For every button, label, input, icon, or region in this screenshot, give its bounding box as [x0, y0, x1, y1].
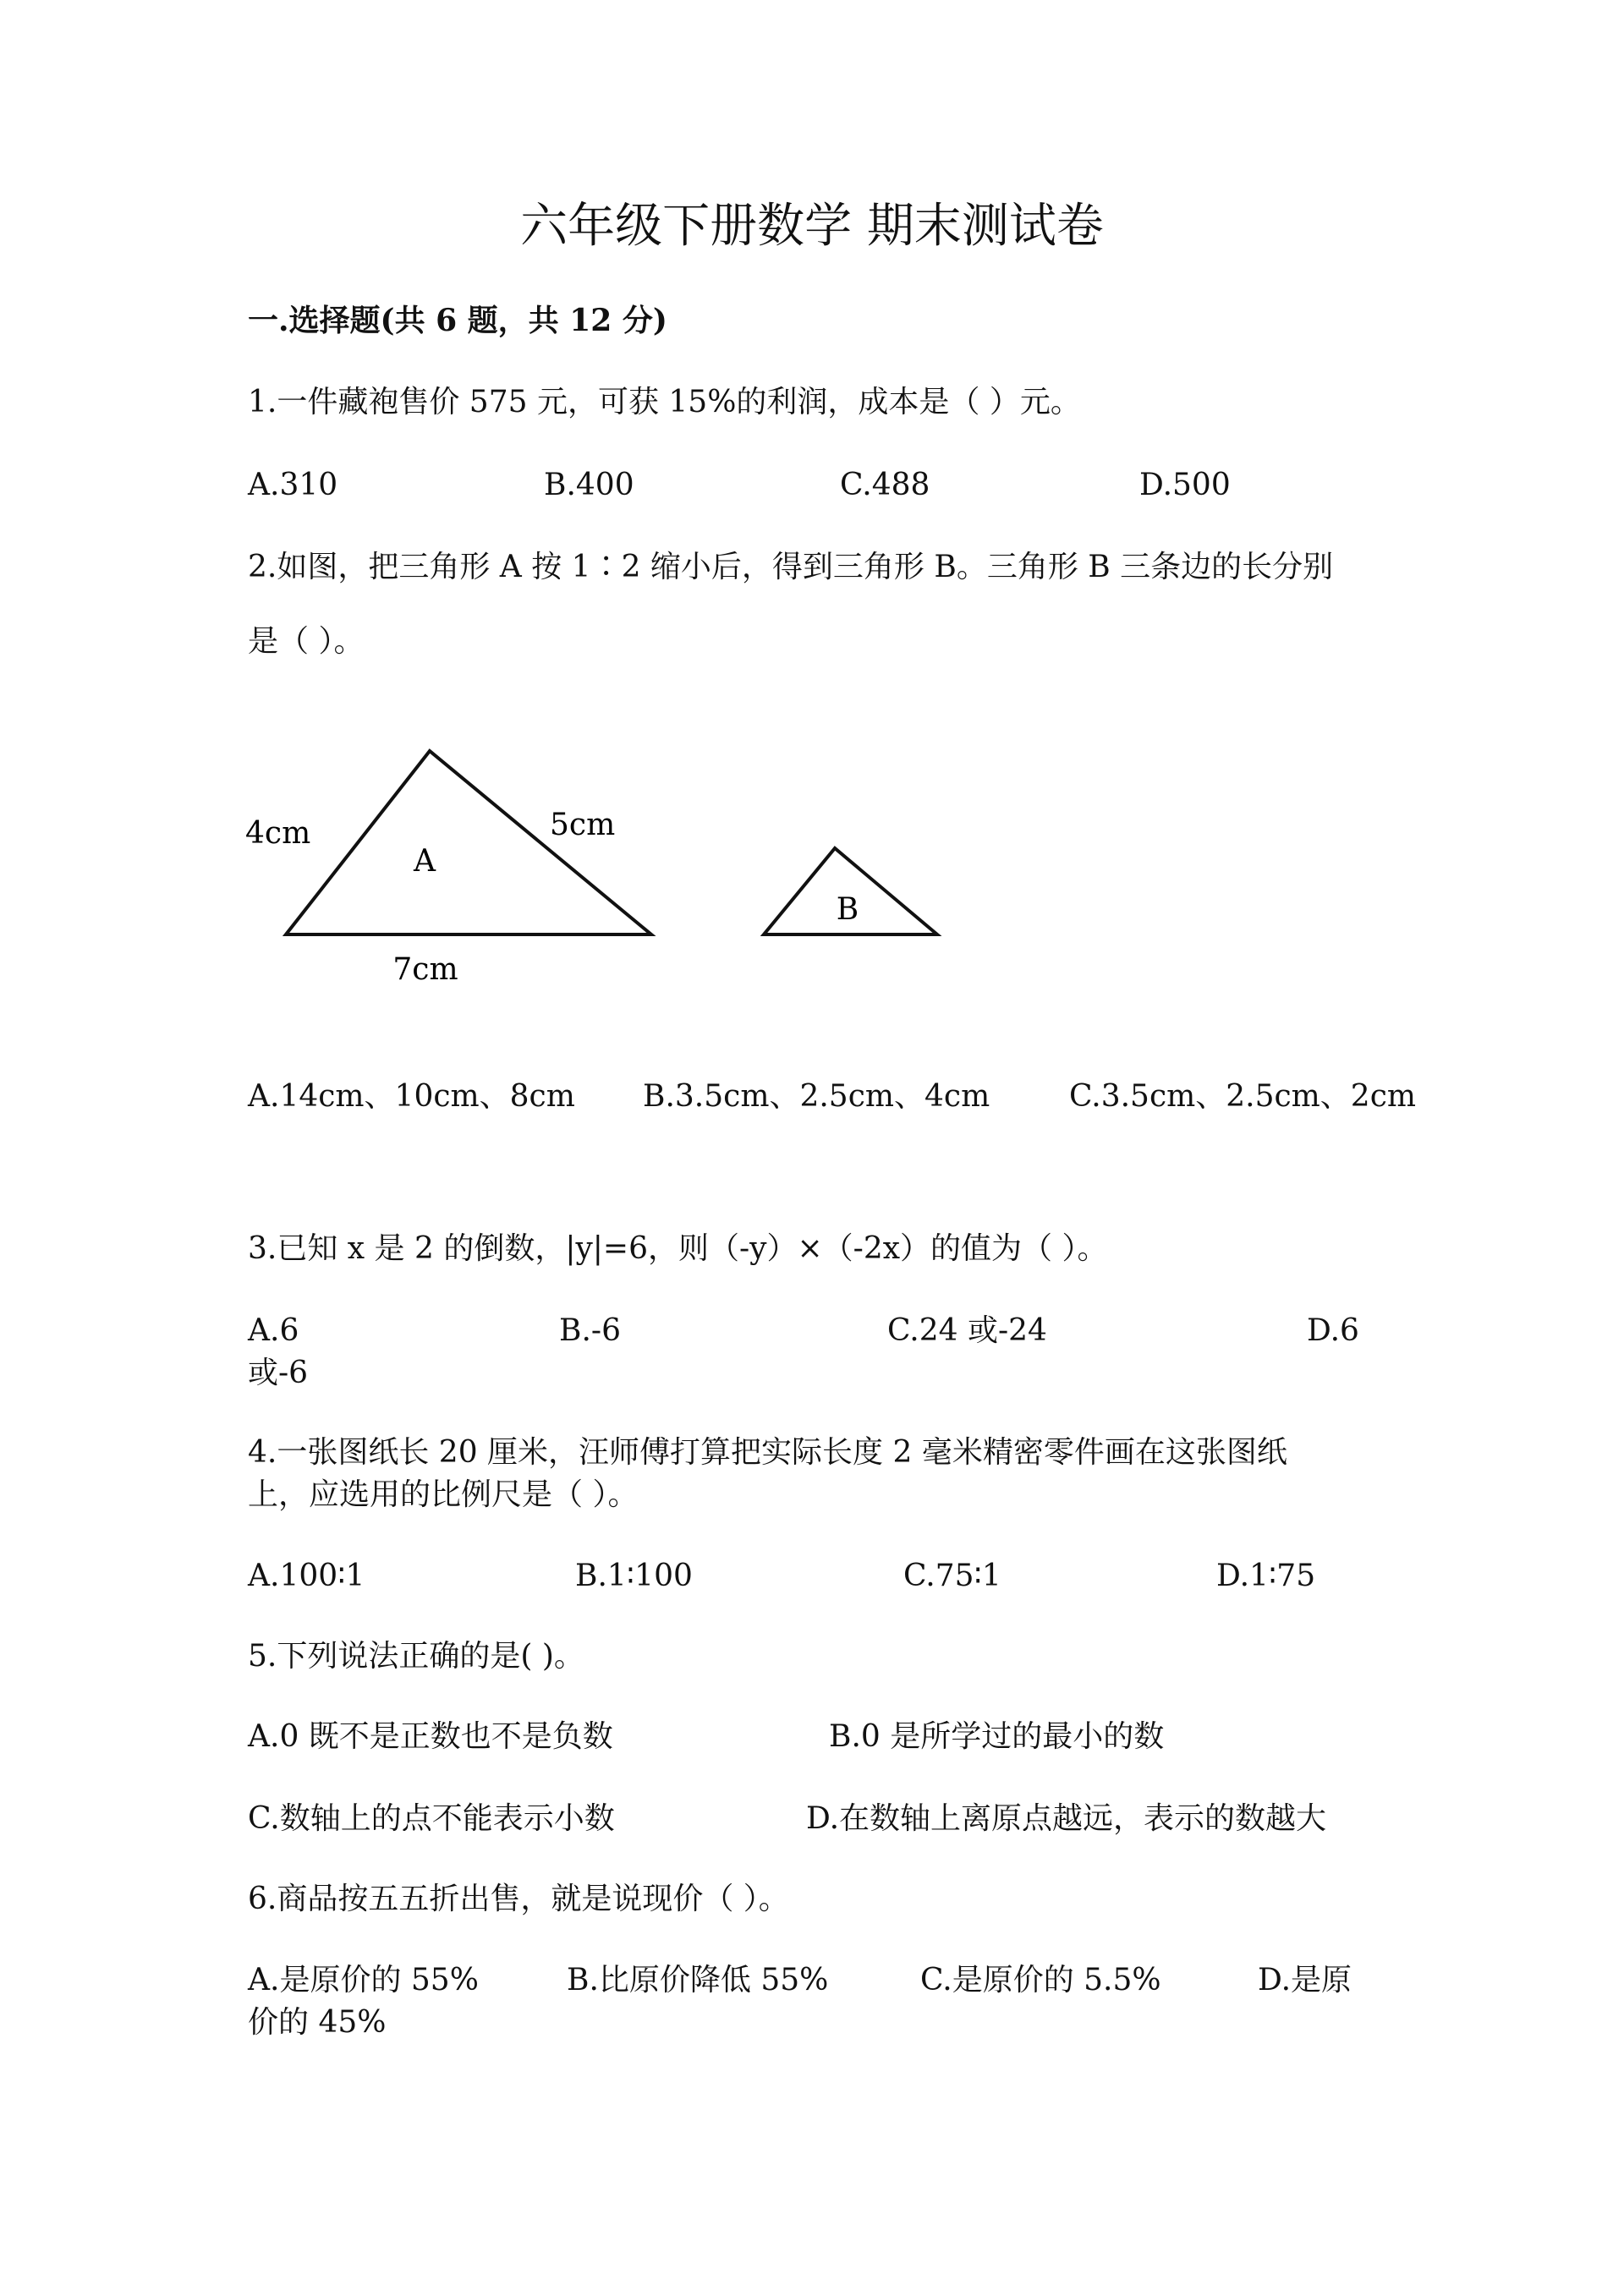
question-6-option-a: A.是原价的 55% — [248, 1963, 479, 1997]
triangle-figure — [245, 723, 956, 1002]
question-5-text: 5.下列说法正确的是( )。 — [248, 1639, 584, 1674]
question-2-option-c: C.3.5cm、2.5cm、2cm — [1069, 1079, 1417, 1114]
question-5-option-a: A.0 既不是正数也不是负数 — [248, 1719, 613, 1754]
page-title: 六年级下册数学 期末测试卷 — [520, 199, 1104, 254]
section-heading: 一.选择题(共 6 题，共 12 分) — [248, 303, 667, 338]
question-4-option-d: D.1∶75 — [1216, 1559, 1316, 1593]
question-6-option-d: D.是原 — [1258, 1963, 1352, 1997]
question-2-text-line-1: 2.如图，把三角形 A 按 1∶2 缩小后，得到三角形 B。三角形 B 三条边的长分别 — [248, 550, 1334, 584]
side-right-label: 5cm — [550, 808, 616, 842]
question-3-option-b: B.-6 — [559, 1313, 621, 1348]
question-4-text-line-1: 4.一张图纸长 20 厘米，汪师傅打算把实际长度 2 毫米精密零件画在这张图纸 — [248, 1435, 1287, 1470]
question-6-text: 6.商品按五五折出售，就是说现价（ ）。 — [248, 1882, 789, 1916]
question-3-text: 3.已知 x 是 2 的倒数，|y|=6，则（-y）×（-2x）的值为（ ）。 — [248, 1231, 1108, 1266]
question-1-option-a: A.310 — [248, 468, 338, 502]
question-1-option-c: C.488 — [840, 468, 930, 502]
triangle-a — [286, 751, 651, 934]
question-4-option-b: B.1∶100 — [575, 1559, 693, 1593]
question-3-option-d: D.6 — [1307, 1313, 1359, 1348]
question-2-text-line-2: 是（ ）。 — [248, 624, 365, 659]
side-bottom-label: 7cm — [392, 952, 458, 987]
question-2-option-b: B.3.5cm、2.5cm、4cm — [643, 1079, 990, 1114]
question-4-option-a: A.100∶1 — [248, 1559, 365, 1593]
question-1-option-d: D.500 — [1139, 468, 1231, 502]
question-5-option-c: C.数轴上的点不能表示小数 — [248, 1801, 615, 1836]
question-5-option-b: B.0 是所学过的最小的数 — [829, 1719, 1165, 1754]
question-1-text: 1.一件藏袍售价 575 元，可获 15%的利润，成本是（ ）元。 — [248, 385, 1081, 419]
question-4-text-line-2: 上，应选用的比例尺是（ ）。 — [248, 1477, 639, 1512]
question-1-option-b: B.400 — [544, 468, 634, 502]
question-3-option-c: C.24 或-24 — [887, 1313, 1047, 1348]
question-5-option-d: D.在数轴上离原点越远，表示的数越大 — [806, 1801, 1327, 1836]
question-3-option-d-continued: 或-6 — [248, 1356, 309, 1390]
side-left-label: 4cm — [245, 816, 311, 851]
question-6-option-b: B.比原价降低 55% — [567, 1963, 829, 1997]
question-6-option-c: C.是原价的 5.5% — [920, 1963, 1161, 1997]
triangle-a-label: A — [414, 844, 436, 879]
question-4-option-c: C.75∶1 — [903, 1559, 1001, 1593]
triangle-b-label: B — [836, 892, 859, 927]
question-2-option-a: A.14cm、10cm、8cm — [248, 1079, 575, 1114]
question-3-option-a: A.6 — [248, 1313, 299, 1348]
question-6-option-d-continued: 价的 45% — [248, 2005, 387, 2040]
